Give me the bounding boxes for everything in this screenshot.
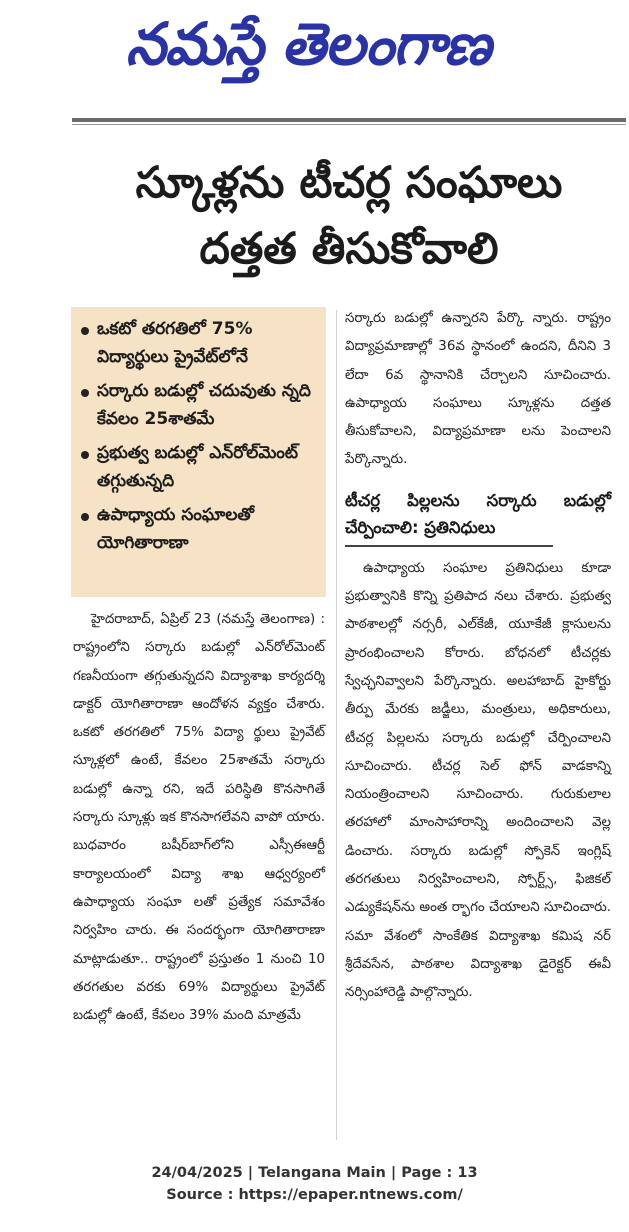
article-right-column (345, 305, 611, 1008)
article-paragraph: ఉపాధ్యాయ సంఘాల ప్రతినిధులు కూడా ప్రభుత్వానికి కొన్ని ప్రతిపాద నలు చేశారు. ప్రభుత్వ పాఠశాలల్లో నర్సరీ, ఎల్‌కేజీ, యూకేజీ క్లాసులను ప్రారంభించాలని కోరారు. బోధనలో టీచర్లకు స్వేచ్ఛనివ్వాలని పేర్కొన్నారు. అలహాబాద్ హైకోర్టు తీర్పు మేరకు జడ్జీలు, మంత్రులు, అధికారులు, టీచర్ల పిల్లలను సర్కారు బడుల్లో చేర్పించాలని సూచించారు. టీచర్ల సెల్ ఫోన్ వాడకాన్ని నియంత్రించాలని సూచించారు. గురుకులాల తరహాలో మాంసాహారాన్ని అందించాలని వెల్ల డించారు. సర్కారు బడుల్లో స్పోకెన్ ఇంగ్లిష్ తరగతులు నిర్వహించాలని, స్పోర్ట్స్, ఫిజికల్ ఎడ్యుకేషన్‌ను అంత ర్భాగం చేయాలని సూచించారు. సమా వేశంలో సాంకేతిక విద్యాశాఖ కమిష నర్ శ్రీదేవసేన, పాఠశాల విద్యాశాఖ డైరెక్టర్ ఈవీ నర్సింహారెడ్డి పాల్గొన్నారు. (345, 560, 611, 1001)
article-left-column (73, 606, 325, 1030)
source-link[interactable]: Source : https://epaper.ntnews.com/ (166, 1187, 463, 1203)
subheading-rule (345, 545, 553, 547)
highlight-item: సర్కారు బడుల్లో చదువుతు న్నది కేవలం 25శాతమే (79, 377, 320, 433)
newspaper-logo: నమస్తే తెలంగాణ (125, 10, 490, 78)
bullet-icon (81, 389, 89, 397)
article-paragraph: సర్కారు బడుల్లో ఉన్నారని పేర్కొ న్నారు. రాష్ట్రం విద్యాప్రమాణాల్లో 36వ స్థానంలో ఉందని, దీనిని 3 లేదా 6వ స్థానానికి చేర్చాలని సూచించారు. ఉపాధ్యాయ సంఘాలు స్కూళ్లను దత్తత తీసుకోవాలని, విద్యాప్రమాణా లను పెంచాలని పేర్కొన్నారు. (345, 311, 611, 468)
article-subheading: టీచర్ల పిల్లలను సర్కారు బడుల్లో చేర్పించాలి: ప్రతినిధులు (345, 490, 611, 537)
masthead (0, 6, 629, 106)
article-headline (72, 150, 626, 282)
highlight-item: ప్రభుత్వ బడుల్లో ఎన్‌రోల్‌మెంట్ తగ్గుతున్నది (79, 439, 320, 495)
page-footer (0, 1162, 629, 1206)
highlight-item: ఒకటో తరగతిలో 75% విద్యార్థులు ప్రైవేట్‌లోనే (79, 315, 320, 371)
masthead-rule (72, 118, 626, 122)
bullet-icon (81, 513, 89, 521)
article-paragraph: హైదరాబాద్, ఏప్రిల్ 23 (నమస్తే తెలంగాణ) : రాష్ట్రంలోని సర్కారు బడుల్లో ఎన్‌రోల్‌మెంట్ గణనీయంగా తగ్గుతున్నదని విద్యాశాఖ కార్యదర్శి డాక్టర్ యోగితారాణా ఆందోళన వ్యక్తం చేశారు. ఒకటో తరగతిలో 75% విద్యా ర్థులు ప్రైవేట్ స్కూళ్లలో ఉంటే, కేవలం 25శాతమే సర్కారు బడుల్లో ఉన్నా రని, ఇదే పరిస్థితి కొనసాగితే సర్కారు స్కూళ్లు ఇక కొనసాగలేవని వాపో యారు. బుధవారం బషీర్‌బాగ్‌లోని ఎస్సీఈఆర్టీ కార్యాలయంలో విద్యా శాఖ ఆధ్వర్యంలో ఉపాధ్యాయ సంఘా లతో ప్రత్యేక సమావేశం నిర్వహిం చారు. ఈ సందర్భంగా యోగితారాణా మాట్లాడుతూ.. రాష్ట్రంలో ప్రస్తుతం 1 నుంచి 10 తరగతుల వరకు 69% విద్యార్థులు ప్రైవేట్ బడుల్లో ఉంటే, కేవలం 39% మంది మాత్రమే (73, 612, 325, 1024)
bullet-icon (81, 451, 89, 459)
edition-info: 24/04/2025 | Telangana Main | Page : 13 (151, 1165, 478, 1181)
headline-line-2: దత్తత తీసుకోవాలి (199, 224, 499, 274)
highlights-box (71, 307, 326, 597)
bullet-icon (81, 327, 89, 335)
masthead-rule-thin (72, 124, 626, 125)
headline-line-1: స్కూళ్లను టీచర్ల సంఘాలు (135, 158, 563, 208)
column-divider (336, 310, 337, 1140)
highlight-item: ఉపాధ్యాయ సంఘాలతో యోగితారాణా (79, 501, 320, 557)
